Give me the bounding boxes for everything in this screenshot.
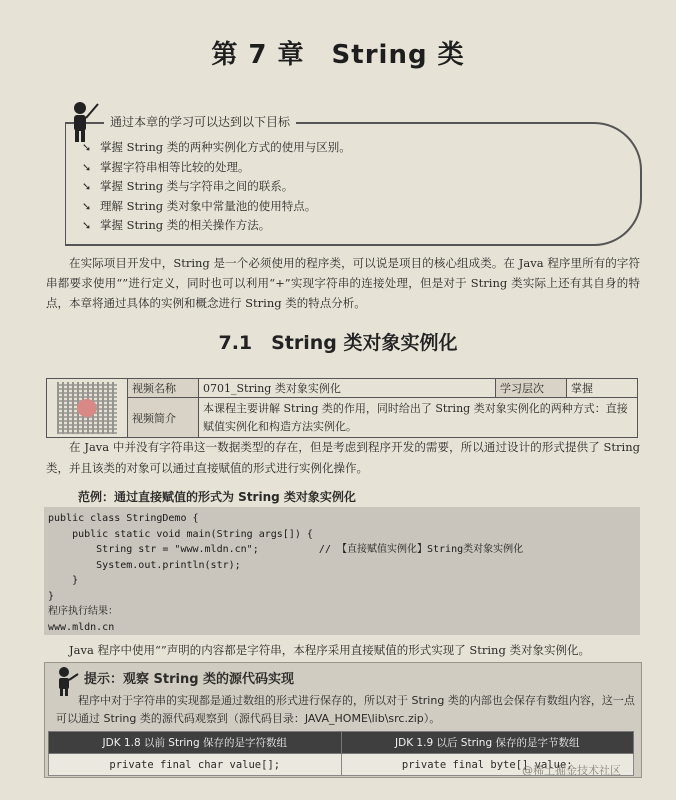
body-paragraph: Java 程序中使用“”声明的内容都是字符串，本程序采用直接赋值的形式实现了 String 类对象实例化。 — [69, 643, 590, 657]
chapter-title: 第 7 章 String 类 — [211, 40, 465, 70]
goal-item: ➘ 掌握 String 类的两种实例化方式的使用与区别。 — [82, 138, 351, 158]
example-title: 范例：通过直接赋值的形式为 String 类对象实例化 — [78, 490, 356, 504]
qr-code-icon — [57, 382, 117, 434]
arrow-bullet-icon: ➘ — [82, 199, 92, 213]
video-intro-value: 本课程主要讲解 String 类的作用，同时给出了 String 类对象实例化的两种方式：直接赋值实例化和构造方法实例化。 — [199, 398, 638, 438]
qr-code[interactable] — [47, 379, 128, 438]
video-name-value: 0701_String 类对象实例化 — [199, 379, 496, 398]
arrow-bullet-icon: ➘ — [82, 141, 92, 154]
section-title: 7.1 String 类对象实例化 — [218, 332, 458, 354]
code-line: String str = "www.mldn.cn"; // 【直接赋值实例化】String类对象实例化 — [48, 544, 524, 555]
jdk-header: JDK 1.8 以前 String 保存的是字符数组 — [49, 732, 342, 754]
output-label: 程序执行结果： — [48, 606, 118, 617]
arrow-bullet-icon: ➘ — [82, 180, 92, 193]
goal-item: ➘ 掌握 String 类与字符串之间的联系。 — [82, 177, 351, 197]
jdk-cell: private final byte[] value; — [341, 754, 634, 776]
intro-paragraph: 在实际项目开发中，String 是一个必须使用的程序类，可以说是项目的核心组成类。在 Java 程序里所有的字符串都要求使用“”进行定义，同时也可以利用“+”实现字符串的连接处理，但是对于 String 类实际上还有其自身的特点，本章将通过具体的实例和概念进行 String 类的特点分析。 — [46, 256, 640, 310]
code-block — [44, 507, 640, 635]
video-name-label: 视频名称 — [128, 379, 199, 398]
jdk-cell: private final char value[]; — [49, 754, 342, 776]
tip-title: 提示：观察 String 类的源代码实现 — [84, 672, 295, 687]
code-line: public static void main(String args[]) { — [48, 528, 313, 540]
code-line: } — [48, 590, 55, 602]
arrow-bullet-icon: ➘ — [82, 160, 92, 174]
code-line: } — [48, 575, 79, 586]
learning-goals-heading: 通过本章的学习可以达到以下目标 — [104, 113, 296, 130]
goal-item: ➘ 掌握字符串相等比较的处理。 — [82, 158, 351, 178]
goal-item: ➘ 掌握 String 类的相关操作方法。 — [82, 216, 351, 236]
code-line: System.out.println(str); — [48, 559, 241, 571]
code-line: public class StringDemo { — [48, 513, 199, 524]
watermark: @稀土掘金技术社区 — [522, 764, 621, 777]
tip-text: 程序中对于字符串的实现都是通过数组的形式进行保存的，所以对于 String 类的内部也会保存有数组内容，这一点可以通过 String 类的源代码观察到（源代码目录：JAVA_HOME\lib\src.zip）。 — [56, 694, 635, 725]
goal-item: ➘ 理解 String 类对象中常量池的使用特点。 — [82, 197, 351, 217]
video-info-table — [46, 378, 638, 438]
video-intro-label: 视频简介 — [128, 398, 199, 438]
output-value: www.mldn.cn — [48, 621, 115, 633]
learning-goals-list — [82, 138, 351, 236]
level-label: 学习层次 — [496, 379, 567, 398]
arrow-bullet-icon: ➘ — [82, 219, 92, 232]
jdk-header: JDK 1.9 以后 String 保存的是字节数组 — [341, 732, 634, 754]
body-paragraph: 在 Java 中并没有字符串这一数据类型的存在，但是考虑到程序开发的需要，所以通过设计的形式提供了 String 类，并且该类的对象可以通过直接赋值的形式进行实例化操作。 — [46, 440, 640, 475]
level-value: 掌握 — [567, 379, 638, 398]
